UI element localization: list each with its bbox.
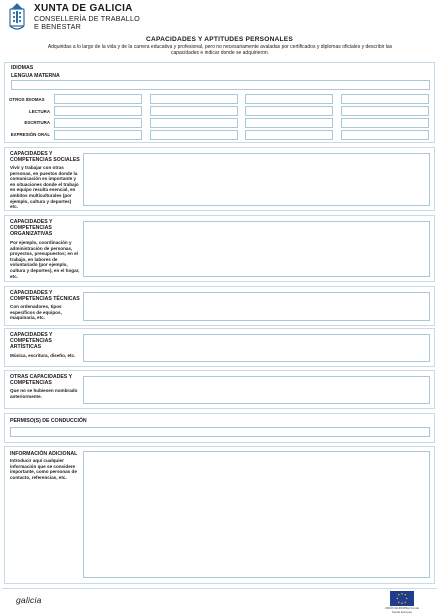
row-label-reading: LECTURA [29,109,50,114]
header-logo [6,2,166,34]
intro-text: Adquiridas a lo largo de la vida y de la carrera educativa y profesional, pero no necesariamente avaladas por certificados y diplomas oficiales y describir las capacidades e indicar donde se adquirieron. [47,44,393,57]
additional-info-section [4,446,435,584]
speaking-input-4[interactable] [341,130,429,140]
section-title: INFORMACIÓN ADICIONAL [10,451,78,457]
department-line-1: CONSELLERÍA DE TRABALLO [34,14,140,23]
section-title: PERMISO(S) DE CONDUCCIÓN [10,418,87,424]
language-input-2[interactable] [150,94,238,104]
section-description: Introducir aquí cualquier información que se considere importante, como personas de contacto, referencias, etc. [10,458,77,480]
row-label-speaking: EXPRESIÓN ORAL [10,132,50,137]
page-title: CAPACIDADES Y APTITUDES PERSONALES [146,36,293,43]
writing-input-3[interactable] [245,118,333,128]
technical-skills-textarea[interactable] [83,292,430,321]
organisational-skills-textarea[interactable] [83,221,430,277]
eu-caption: UNIÓN EUROPEA Fondo Social Europeo [384,606,420,614]
language-input-4[interactable] [341,94,429,104]
writing-input-4[interactable] [341,118,429,128]
section-title: CAPACIDADES Y COMPETENCIAS ORGANIZATIVAS [10,219,53,238]
languages-heading: IDIOMAS [11,65,34,71]
driving-licence-section [4,413,435,443]
other-skills-textarea[interactable] [83,376,430,404]
speaking-input-3[interactable] [245,130,333,140]
driving-licence-input[interactable] [10,427,430,437]
section-title: CAPACIDADES Y COMPETENCIAS TÉCNICAS [10,290,80,303]
department-name [34,15,140,31]
organisational-skills-section [4,215,435,282]
social-skills-section [4,147,435,211]
section-description: Por ejemplo, coordinación y administración de personas, proyectos, presupuestos; en el trabajo, en labores de voluntariado (por ejemplo, cultura y deportes), en el hogar, etc. [10,240,80,279]
other-skills-section [4,370,435,409]
writing-input-2[interactable] [150,118,238,128]
section-title: CAPACIDADES Y COMPETENCIAS SOCIALES [10,151,80,164]
writing-input-1[interactable] [54,118,142,128]
language-input-1[interactable] [54,94,142,104]
mother-tongue-input[interactable] [11,80,430,90]
technical-skills-section [4,286,435,326]
section-description: Con ordenadores, tipos específicos de equipos, maquinaria, etc. [10,304,62,321]
section-description: Música, escritura, diseño, etc. [10,353,76,358]
org-name: XUNTA DE GALICIA [34,3,133,14]
speaking-input-2[interactable] [150,130,238,140]
row-label-other-languages: OTROS IDIOMAS [9,97,45,102]
social-skills-textarea[interactable] [83,153,430,206]
artistic-skills-textarea[interactable] [83,334,430,362]
mother-tongue-label: LENGUA MATERNA [11,73,60,79]
artistic-skills-section [4,328,435,367]
reading-input-2[interactable] [150,106,238,116]
department-line-2: E BENESTAR [34,22,81,31]
section-title: CAPACIDADES Y COMPETENCIAS ARTÍSTICAS [10,332,53,351]
galicia-logo: galicia [16,595,42,605]
reading-input-4[interactable] [341,106,429,116]
section-description: Vivir y trabajar con otras personas, en puestos donde la comunicación es importante y en situaciones donde el trabajo en equipo resulta esencial, en ambitos multiculturales (por ejemplo, cultura y deportes) etc. [10,165,79,210]
footer [2,588,437,613]
coat-of-arms-icon [6,2,28,32]
speaking-input-1[interactable] [54,130,142,140]
language-input-3[interactable] [245,94,333,104]
reading-input-3[interactable] [245,106,333,116]
eu-flag-icon [390,591,414,606]
section-description: Que no se hubiesen nombrado anteriormente. [10,388,78,399]
additional-info-textarea[interactable] [83,451,430,578]
row-label-writing: ESCRITURA [24,120,50,125]
reading-input-1[interactable] [54,106,142,116]
languages-section [4,62,435,143]
section-title: OTRAS CAPACIDADES Y COMPETENCIAS [10,374,72,387]
